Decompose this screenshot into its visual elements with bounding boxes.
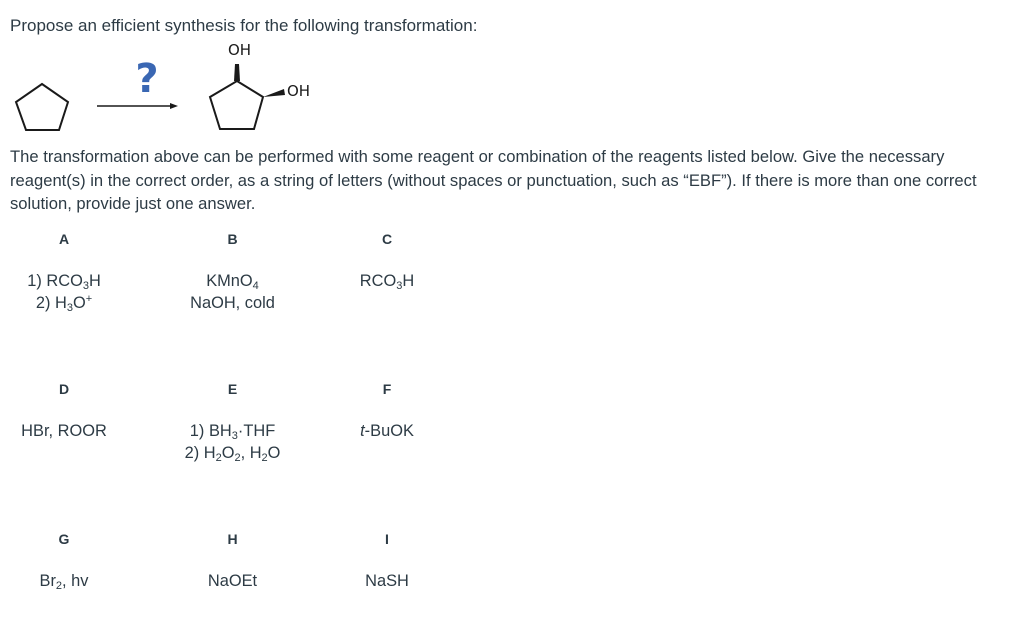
reaction-arrow-head bbox=[170, 103, 178, 109]
cyclopentane-reactant bbox=[16, 84, 68, 130]
wedge-bond-side bbox=[263, 89, 285, 97]
reagent-letter: B bbox=[227, 231, 238, 247]
reagent-line: KMnO$_4$ bbox=[206, 272, 259, 292]
reagent-option-c bbox=[338, 228, 436, 292]
reagent-line: 2) $H_3O^+$ bbox=[35, 293, 93, 314]
oh-side-label: OH bbox=[287, 82, 311, 100]
reagent-line: HBr, ROOR bbox=[21, 422, 107, 440]
reagent-letter: D bbox=[58, 381, 70, 397]
wedge-bond-top bbox=[234, 64, 240, 81]
reagent-letter: E bbox=[227, 381, 238, 397]
reagent-line: NaOEt bbox=[207, 572, 258, 590]
question-prompt: Propose an efficient synthesis for the following transformation: bbox=[10, 16, 478, 35]
reagent-line: NaSH bbox=[365, 572, 409, 590]
reagent-option-b bbox=[160, 228, 305, 314]
reagent-line: 1) $BH_3\cdot THF$ bbox=[189, 422, 276, 442]
oh-top-label: OH bbox=[228, 41, 252, 59]
reagent-letter: F bbox=[382, 381, 392, 397]
reagent-option-a bbox=[0, 228, 128, 314]
reagent-option-g bbox=[0, 528, 128, 592]
reagent-option-f bbox=[338, 378, 436, 442]
reagent-grid bbox=[0, 228, 460, 618]
reagent-line: $Br_2$, hv bbox=[39, 572, 89, 592]
reaction-scheme bbox=[0, 36, 340, 142]
reagent-letter: I bbox=[385, 531, 389, 547]
reagent-line: NaOH, cold bbox=[190, 294, 275, 312]
instructions-text: The transformation above can be performed with some reagent or combination of the reagents listed below. Give the necessary reagent(s) in the correct order, as a string of letters (without spaces or punctuation, such as “EBF”). If there is more than one correct solution, provide just one answer. bbox=[10, 147, 977, 213]
reagent-option-i bbox=[338, 528, 436, 592]
reagent-line: $RCO_3H$ bbox=[359, 272, 415, 292]
reagent-letter: G bbox=[58, 531, 70, 547]
reagent-option-e bbox=[160, 378, 305, 464]
reagent-line: 2) $H_2O_2$, $H_2O$ bbox=[184, 444, 281, 464]
cyclopentane-product bbox=[210, 81, 263, 129]
reagent-line: t-BuOK bbox=[360, 422, 414, 440]
reagent-line: 1) $RCO_3H$ bbox=[27, 272, 101, 292]
reagent-letter: A bbox=[58, 231, 70, 247]
reagent-letter: H bbox=[227, 531, 238, 547]
question-mark: ? bbox=[135, 56, 159, 102]
reagent-letter: C bbox=[381, 231, 393, 247]
reagent-option-d bbox=[0, 378, 128, 442]
reagent-option-h bbox=[160, 528, 305, 592]
